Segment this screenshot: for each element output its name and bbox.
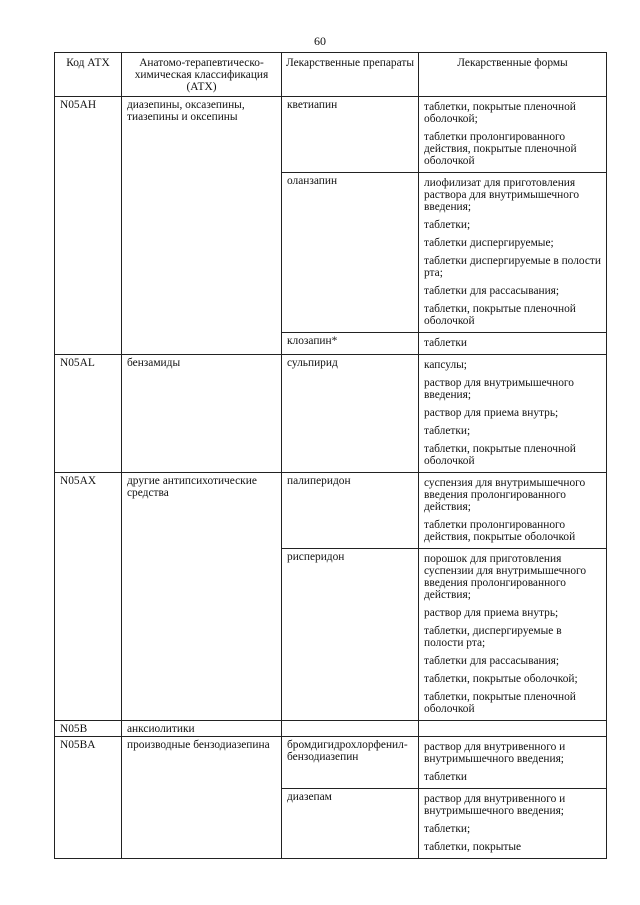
dosage-form: таблетки; [424,219,471,231]
dosage-form: таблетки для рассасывания; [424,285,560,297]
drug-name-cell: рисперидон [282,549,419,721]
atx-classification-cell: анксиолитики [122,721,282,737]
dosage-form: таблетки диспергируемые в полости рта; [424,255,602,279]
dosage-form: раствор для приема внутрь; [424,407,559,419]
dosage-form: таблетки, диспергируемые в полости рта; [424,625,562,649]
drug-name-cell: палиперидон [282,473,419,549]
dosage-form: раствор для внутримышечного введения; [424,377,574,401]
drug-forms-cell [419,97,607,173]
atx-classification-cell: бензамиды [122,355,282,473]
dosage-form: таблетки для рассасывания; [424,655,560,667]
atx-code-cell: N05AL [55,355,122,473]
dosage-form: лиофилизат для приготовления раствора для внутримышечного введения; [424,177,580,213]
dosage-form: раствор для внутривенного и внутримышечного введения; [424,741,566,765]
header-code: Код АТХ [55,53,122,97]
dosage-form: таблетки; [424,823,471,835]
page-number: 60 [314,34,326,48]
atx-classification-cell: диазепины, оксазепины, тиазепины и оксепины [122,97,282,355]
dosage-form: раствор для приема внутрь; [424,607,559,619]
dosage-form: таблетки пролонгированного действия, покрытые пленочной оболочкой [424,131,577,167]
atx-code-cell: N05BA [55,737,122,859]
table-row [55,721,607,737]
dosage-form: таблетки, покрытые пленочной оболочкой [424,303,576,327]
drug-forms-cell [419,473,607,549]
dosage-form: раствор для внутривенного и внутримышечного введения; [424,793,566,817]
drug-forms-cell [419,333,607,355]
drug-name-cell: кветиапин [282,97,419,173]
header-classification: Анатомо-терапевтическо-химическая классификация (АТХ) [122,53,282,97]
table-row [55,737,607,789]
atx-drug-table [54,52,607,859]
dosage-form: таблетки, покрытые [424,841,522,853]
dosage-form: таблетки, покрытые пленочной оболочкой [424,443,576,467]
dosage-form: таблетки, покрытые оболочкой; [424,673,578,685]
table-row [55,473,607,549]
dosage-form: таблетки [424,771,468,783]
dosage-form: таблетки, покрытые пленочной оболочкой [424,691,576,715]
dosage-form: порошок для приготовления суспензии для внутримышечного введения пролонгированного действия; [424,553,587,601]
drug-forms-cell [419,737,607,789]
atx-code-cell: N05AX [55,473,122,721]
header-forms: Лекарственные формы [419,53,607,97]
drug-name-cell: сульпирид [282,355,419,473]
drug-forms-cell [419,173,607,333]
table-row [55,97,607,173]
atx-code-cell: N05B [55,721,122,737]
dosage-form: суспензия для внутримышечного введения пролонгированного действия; [424,477,586,513]
dosage-form: капсулы; [424,359,467,371]
atx-classification-cell: другие антипсихотические средства [122,473,282,721]
atx-code-cell: N05AH [55,97,122,355]
drug-forms-cell [419,355,607,473]
dosage-form: таблетки [424,337,468,349]
dosage-form: таблетки пролонгированного действия, покрытые оболочкой [424,519,576,543]
dosage-form: таблетки; [424,425,471,437]
drug-forms-cell [419,549,607,721]
drug-forms-cell [419,789,607,859]
drug-name-cell: диазепам [282,789,419,859]
atx-classification-cell: производные бензодиазепина [122,737,282,859]
dosage-form: таблетки диспергируемые; [424,237,554,249]
drug-name-cell: оланзапин [282,173,419,333]
table-header-row [55,53,607,97]
dosage-form: таблетки, покрытые пленочной оболочкой; [424,101,576,125]
drug-name-cell: бромдигидрохлорфенил-бензодиазепин [282,737,419,789]
table-body [55,97,607,859]
drug-name-cell: клозапин* [282,333,419,355]
header-drugs: Лекарственные препараты [282,53,419,97]
table-row [55,355,607,473]
drug-forms-cell [419,721,607,737]
drug-name-cell [282,721,419,737]
